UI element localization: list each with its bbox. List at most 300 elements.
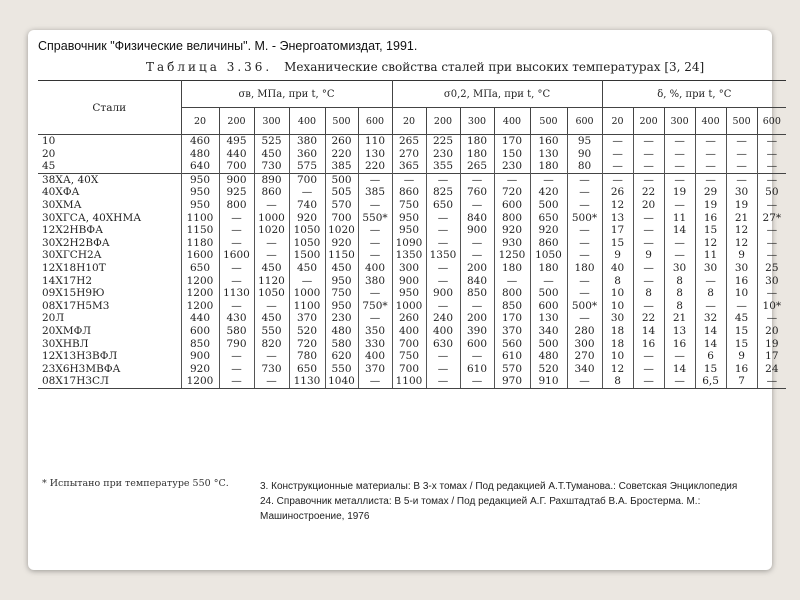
value-cell: — <box>426 224 460 237</box>
value-cell: 450 <box>254 262 289 275</box>
group-header-tensile: σв, МПа, при t, °C <box>181 81 392 108</box>
value-cell: 400 <box>358 350 392 363</box>
value-cell: 15 <box>726 325 757 338</box>
table-row <box>38 173 786 186</box>
value-cell: 900 <box>219 173 254 186</box>
value-cell: — <box>757 160 786 173</box>
value-cell: — <box>219 212 254 225</box>
value-cell: 570 <box>494 363 530 376</box>
value-cell: 16 <box>633 338 664 351</box>
value-cell: 750 <box>325 287 358 300</box>
group-header-yield: σ0,2, МПа, при t, °C <box>392 81 602 108</box>
value-cell: 1120 <box>254 275 289 288</box>
value-cell: 1200 <box>181 300 219 313</box>
steel-grade-cell: 40ХФА <box>42 186 80 199</box>
value-cell: 10 <box>602 300 633 313</box>
value-cell: — <box>358 375 392 388</box>
value-cell: 730 <box>254 363 289 376</box>
value-cell: — <box>633 135 664 148</box>
value-cell: 10* <box>757 300 786 313</box>
table-row <box>38 135 786 148</box>
value-cell: — <box>460 173 494 186</box>
value-cell: 1090 <box>392 237 426 250</box>
value-cell: — <box>633 350 664 363</box>
table-row <box>38 212 786 225</box>
value-cell: — <box>633 262 664 275</box>
value-cell: 850 <box>460 287 494 300</box>
value-cell: 400 <box>392 325 426 338</box>
value-cell: 1350 <box>426 249 460 262</box>
value-cell: 1100 <box>181 212 219 225</box>
value-cell: 8 <box>664 287 695 300</box>
value-cell: 225 <box>426 135 460 148</box>
value-cell: 1200 <box>181 375 219 388</box>
value-cell: 390 <box>460 325 494 338</box>
value-cell: 8 <box>664 275 695 288</box>
steel-grade-cell: 38ХА, 40Х <box>38 173 181 186</box>
value-cell: 650 <box>289 363 325 376</box>
value-cell: 525 <box>254 135 289 148</box>
value-cell: 7 <box>726 375 757 388</box>
table-title: Механические свойства сталей при высоких температурах [3, 24] <box>284 60 705 74</box>
steel-grade-cell: 14Х17Н2 <box>42 274 93 287</box>
value-cell: — <box>633 375 664 388</box>
temp-header: 500 <box>726 108 757 135</box>
value-cell: — <box>426 375 460 388</box>
value-cell: 180 <box>530 262 567 275</box>
value-cell: — <box>219 224 254 237</box>
value-cell: 520 <box>289 325 325 338</box>
value-cell: 760 <box>460 186 494 199</box>
value-cell: — <box>530 173 567 186</box>
value-cell: 890 <box>254 173 289 186</box>
value-cell: 500* <box>567 212 602 225</box>
value-cell: 950 <box>325 275 358 288</box>
value-cell: — <box>757 148 786 161</box>
table-row <box>38 148 786 161</box>
value-cell: 580 <box>325 338 358 351</box>
value-cell: 600 <box>494 199 530 212</box>
value-cell: 450 <box>254 148 289 161</box>
steel-grade-cell: 23Х6Н3МВФА <box>42 362 121 375</box>
value-cell: 825 <box>426 186 460 199</box>
temp-header: 400 <box>695 108 726 135</box>
value-cell: — <box>633 173 664 186</box>
value-cell: 9 <box>726 249 757 262</box>
value-cell: — <box>757 173 786 186</box>
temp-header: 200 <box>633 108 664 135</box>
value-cell: 950 <box>392 212 426 225</box>
value-cell: 1020 <box>325 224 358 237</box>
value-cell: — <box>494 173 530 186</box>
value-cell: 10 <box>726 287 757 300</box>
value-cell: 860 <box>392 186 426 199</box>
value-cell: 10 <box>602 350 633 363</box>
value-cell: 900 <box>460 224 494 237</box>
value-cell: 630 <box>426 338 460 351</box>
value-cell: 270 <box>392 148 426 161</box>
value-cell: — <box>567 275 602 288</box>
steel-grade-cell: 20 <box>42 147 56 160</box>
value-cell: 20 <box>757 325 786 338</box>
table-row <box>38 363 786 376</box>
value-cell: 8 <box>602 275 633 288</box>
value-cell: 130 <box>530 312 567 325</box>
value-cell: 850 <box>494 300 530 313</box>
value-cell: — <box>757 287 786 300</box>
value-cell: 370 <box>358 363 392 376</box>
value-cell: 130 <box>530 148 567 161</box>
value-cell: 45 <box>726 312 757 325</box>
value-cell: — <box>567 186 602 199</box>
value-cell: 480 <box>530 350 567 363</box>
value-cell: 6,5 <box>695 375 726 388</box>
table-row <box>38 275 786 288</box>
value-cell: 430 <box>219 312 254 325</box>
value-cell: 840 <box>460 212 494 225</box>
value-cell: 970 <box>494 375 530 388</box>
table-row <box>38 160 786 173</box>
value-cell: — <box>426 173 460 186</box>
value-cell: 90 <box>567 148 602 161</box>
value-cell: — <box>460 375 494 388</box>
value-cell: 15 <box>695 363 726 376</box>
value-cell: 13 <box>602 212 633 225</box>
reference-title: Справочник "Физические величины". М. - Энергоатомиздат, 1991. <box>38 39 418 53</box>
value-cell: 600 <box>460 338 494 351</box>
value-cell: 10 <box>602 287 633 300</box>
value-cell: 700 <box>219 160 254 173</box>
value-cell: 40 <box>602 262 633 275</box>
sources <box>260 479 760 524</box>
value-cell: — <box>633 363 664 376</box>
value-cell: 370 <box>289 312 325 325</box>
steel-grade-cell: 20Л <box>42 312 65 325</box>
value-cell: 14 <box>664 363 695 376</box>
value-cell: — <box>426 275 460 288</box>
value-cell: — <box>602 160 633 173</box>
value-cell: 20 <box>633 199 664 212</box>
value-cell: 440 <box>219 148 254 161</box>
value-cell: 9 <box>633 249 664 262</box>
value-cell: — <box>358 173 392 186</box>
value-cell: — <box>567 224 602 237</box>
temp-header: 600 <box>757 108 786 135</box>
value-cell: — <box>633 212 664 225</box>
value-cell: 400 <box>426 325 460 338</box>
value-cell: 460 <box>181 135 219 148</box>
temp-header: 200 <box>426 108 460 135</box>
value-cell: — <box>664 148 695 161</box>
table-row <box>38 237 786 250</box>
value-cell: — <box>426 212 460 225</box>
value-cell: 17 <box>602 224 633 237</box>
value-cell: 15 <box>602 237 633 250</box>
temp-header: 600 <box>567 108 602 135</box>
value-cell: — <box>219 375 254 388</box>
value-cell: 6 <box>695 350 726 363</box>
value-cell: 650 <box>181 262 219 275</box>
table-row <box>38 224 786 237</box>
value-cell: 610 <box>494 350 530 363</box>
value-cell: 30 <box>726 262 757 275</box>
value-cell: 80 <box>567 160 602 173</box>
value-cell: 230 <box>494 160 530 173</box>
value-cell: — <box>726 173 757 186</box>
value-cell: 12 <box>695 237 726 250</box>
value-cell: 1180 <box>181 237 219 250</box>
value-cell: — <box>567 249 602 262</box>
value-cell: — <box>664 199 695 212</box>
value-cell: 230 <box>426 148 460 161</box>
value-cell: 1040 <box>325 375 358 388</box>
value-cell: 11 <box>695 249 726 262</box>
value-cell: 570 <box>325 199 358 212</box>
table-row <box>38 262 786 275</box>
value-cell: — <box>219 300 254 313</box>
value-cell: — <box>494 275 530 288</box>
value-cell: 330 <box>358 338 392 351</box>
value-cell: 750 <box>392 350 426 363</box>
value-cell: 1130 <box>219 287 254 300</box>
value-cell: 720 <box>289 338 325 351</box>
value-cell: — <box>757 312 786 325</box>
temp-header: 20 <box>602 108 633 135</box>
value-cell: 930 <box>494 237 530 250</box>
value-cell: 350 <box>358 325 392 338</box>
value-cell: — <box>254 199 289 212</box>
value-cell: 500 <box>530 338 567 351</box>
table-row <box>38 199 786 212</box>
value-cell: — <box>664 350 695 363</box>
value-cell: — <box>602 173 633 186</box>
value-cell: 1100 <box>289 300 325 313</box>
value-cell: 22 <box>633 186 664 199</box>
value-cell: 8 <box>664 300 695 313</box>
value-cell: — <box>358 249 392 262</box>
value-cell: 370 <box>494 325 530 338</box>
temp-header: 500 <box>530 108 567 135</box>
value-cell: 9 <box>726 350 757 363</box>
value-cell: 440 <box>181 312 219 325</box>
value-cell: 265 <box>392 135 426 148</box>
value-cell: — <box>219 262 254 275</box>
value-cell: 15 <box>695 224 726 237</box>
value-cell: — <box>289 186 325 199</box>
value-cell: 26 <box>602 186 633 199</box>
value-cell: 30 <box>726 186 757 199</box>
value-cell: 9 <box>602 249 633 262</box>
value-cell: — <box>633 237 664 250</box>
value-cell: 29 <box>695 186 726 199</box>
value-cell: 860 <box>254 186 289 199</box>
value-cell: — <box>633 148 664 161</box>
source-item: 3. Конструкционные материалы: В 3-х томах / Под редакцией А.Т.Туманова.: Советская Энциклопедия <box>260 481 738 492</box>
value-cell: — <box>219 350 254 363</box>
value-cell: 16 <box>695 212 726 225</box>
value-cell: — <box>757 224 786 237</box>
temp-header: 600 <box>358 108 392 135</box>
value-cell: — <box>664 135 695 148</box>
steel-grade-cell: 30ХНВЛ <box>42 337 89 350</box>
value-cell: — <box>567 312 602 325</box>
value-cell: 650 <box>426 199 460 212</box>
value-cell: 480 <box>325 325 358 338</box>
value-cell: — <box>695 173 726 186</box>
value-cell: 1350 <box>392 249 426 262</box>
value-cell: — <box>633 224 664 237</box>
value-cell: 19 <box>757 338 786 351</box>
value-cell: 950 <box>392 224 426 237</box>
table-row <box>38 338 786 351</box>
value-cell: 1000 <box>289 287 325 300</box>
value-cell: — <box>460 199 494 212</box>
value-cell: 700 <box>289 173 325 186</box>
value-cell: 610 <box>460 363 494 376</box>
value-cell: 950 <box>181 173 219 186</box>
value-cell: 19 <box>695 199 726 212</box>
value-cell: 14 <box>695 338 726 351</box>
value-cell: 560 <box>494 338 530 351</box>
value-cell: — <box>633 160 664 173</box>
value-cell: — <box>358 199 392 212</box>
temp-header: 200 <box>219 108 254 135</box>
value-cell: 1600 <box>219 249 254 262</box>
value-cell: — <box>254 237 289 250</box>
value-cell: — <box>219 237 254 250</box>
value-cell: 180 <box>530 160 567 173</box>
value-cell: 800 <box>219 199 254 212</box>
value-cell: 650 <box>530 212 567 225</box>
table-row <box>38 300 786 313</box>
value-cell: 18 <box>602 325 633 338</box>
value-cell: 640 <box>181 160 219 173</box>
value-cell: 840 <box>460 275 494 288</box>
steel-column-header: Стали <box>38 81 181 135</box>
value-cell: — <box>757 135 786 148</box>
value-cell: 30 <box>602 312 633 325</box>
value-cell: 500 <box>530 199 567 212</box>
value-cell: 480 <box>181 148 219 161</box>
value-cell: 1150 <box>181 224 219 237</box>
value-cell: 180 <box>460 135 494 148</box>
value-cell: 220 <box>358 160 392 173</box>
value-cell: — <box>757 199 786 212</box>
value-cell: 16 <box>726 363 757 376</box>
value-cell: 220 <box>325 148 358 161</box>
steel-grade-cell: 08Х17Н3СЛ <box>38 375 181 388</box>
value-cell: 1000 <box>254 212 289 225</box>
value-cell: 620 <box>325 350 358 363</box>
value-cell: 260 <box>325 135 358 148</box>
value-cell: — <box>392 173 426 186</box>
table-footnote: * Испытано при температуре 550 °С. <box>42 478 229 489</box>
value-cell: — <box>664 249 695 262</box>
value-cell: 12 <box>602 363 633 376</box>
value-cell: 1050 <box>289 237 325 250</box>
value-cell: 200 <box>460 262 494 275</box>
value-cell: 520 <box>530 363 567 376</box>
value-cell: — <box>254 375 289 388</box>
value-cell: — <box>726 148 757 161</box>
value-cell: 550 <box>254 325 289 338</box>
value-cell: 400 <box>358 262 392 275</box>
value-cell: — <box>530 275 567 288</box>
value-cell: 500 <box>325 173 358 186</box>
value-cell: — <box>219 275 254 288</box>
value-cell: 500 <box>530 287 567 300</box>
value-cell: — <box>633 275 664 288</box>
value-cell: — <box>460 350 494 363</box>
value-cell: 11 <box>664 212 695 225</box>
steel-grade-cell: 12Х18Н10Т <box>42 261 106 274</box>
steel-grade-cell: 12Х13Н3ВФЛ <box>42 350 118 363</box>
value-cell: 420 <box>530 186 567 199</box>
value-cell: — <box>602 148 633 161</box>
value-cell: 920 <box>530 224 567 237</box>
temp-header: 300 <box>254 108 289 135</box>
value-cell: 600 <box>530 300 567 313</box>
value-cell: 700 <box>392 338 426 351</box>
value-cell: 1150 <box>325 249 358 262</box>
value-cell: — <box>426 262 460 275</box>
value-cell: 230 <box>325 312 358 325</box>
value-cell: 450 <box>254 312 289 325</box>
value-cell: — <box>664 237 695 250</box>
value-cell: — <box>460 249 494 262</box>
value-cell: 180 <box>460 148 494 161</box>
value-cell: 920 <box>181 363 219 376</box>
value-cell: 950 <box>325 300 358 313</box>
steel-grade-cell: 30Х2Н2ВФА <box>42 236 110 249</box>
value-cell: 920 <box>289 212 325 225</box>
value-cell: 280 <box>567 325 602 338</box>
steel-grade-cell: 09Х15Н9Ю <box>42 287 105 300</box>
value-cell: — <box>726 160 757 173</box>
value-cell: — <box>426 300 460 313</box>
temp-header: 400 <box>289 108 325 135</box>
value-cell: — <box>757 237 786 250</box>
value-cell: — <box>633 300 664 313</box>
value-cell: 790 <box>219 338 254 351</box>
value-cell: 900 <box>181 350 219 363</box>
steel-grade-cell: 45 <box>42 160 56 173</box>
value-cell: — <box>358 237 392 250</box>
value-cell: 50 <box>757 186 786 199</box>
value-cell: 1020 <box>254 224 289 237</box>
value-cell: 505 <box>325 186 358 199</box>
value-cell: 600 <box>181 325 219 338</box>
temp-header: 20 <box>181 108 219 135</box>
value-cell: 860 <box>530 237 567 250</box>
value-cell: — <box>695 300 726 313</box>
steel-properties-table <box>38 80 786 389</box>
steel-grade-cell: 30ХГСН2А <box>42 249 102 262</box>
table-row <box>38 375 786 388</box>
value-cell: 365 <box>392 160 426 173</box>
value-cell: 30 <box>695 262 726 275</box>
value-cell: — <box>695 135 726 148</box>
value-cell: 110 <box>358 135 392 148</box>
value-cell: 950 <box>181 199 219 212</box>
temp-header: 20 <box>392 108 426 135</box>
value-cell: 32 <box>695 312 726 325</box>
value-cell: 12 <box>602 199 633 212</box>
steel-grade-cell: 10 <box>42 135 56 147</box>
value-cell: 21 <box>726 212 757 225</box>
value-cell: 14 <box>664 224 695 237</box>
value-cell: 8 <box>633 287 664 300</box>
